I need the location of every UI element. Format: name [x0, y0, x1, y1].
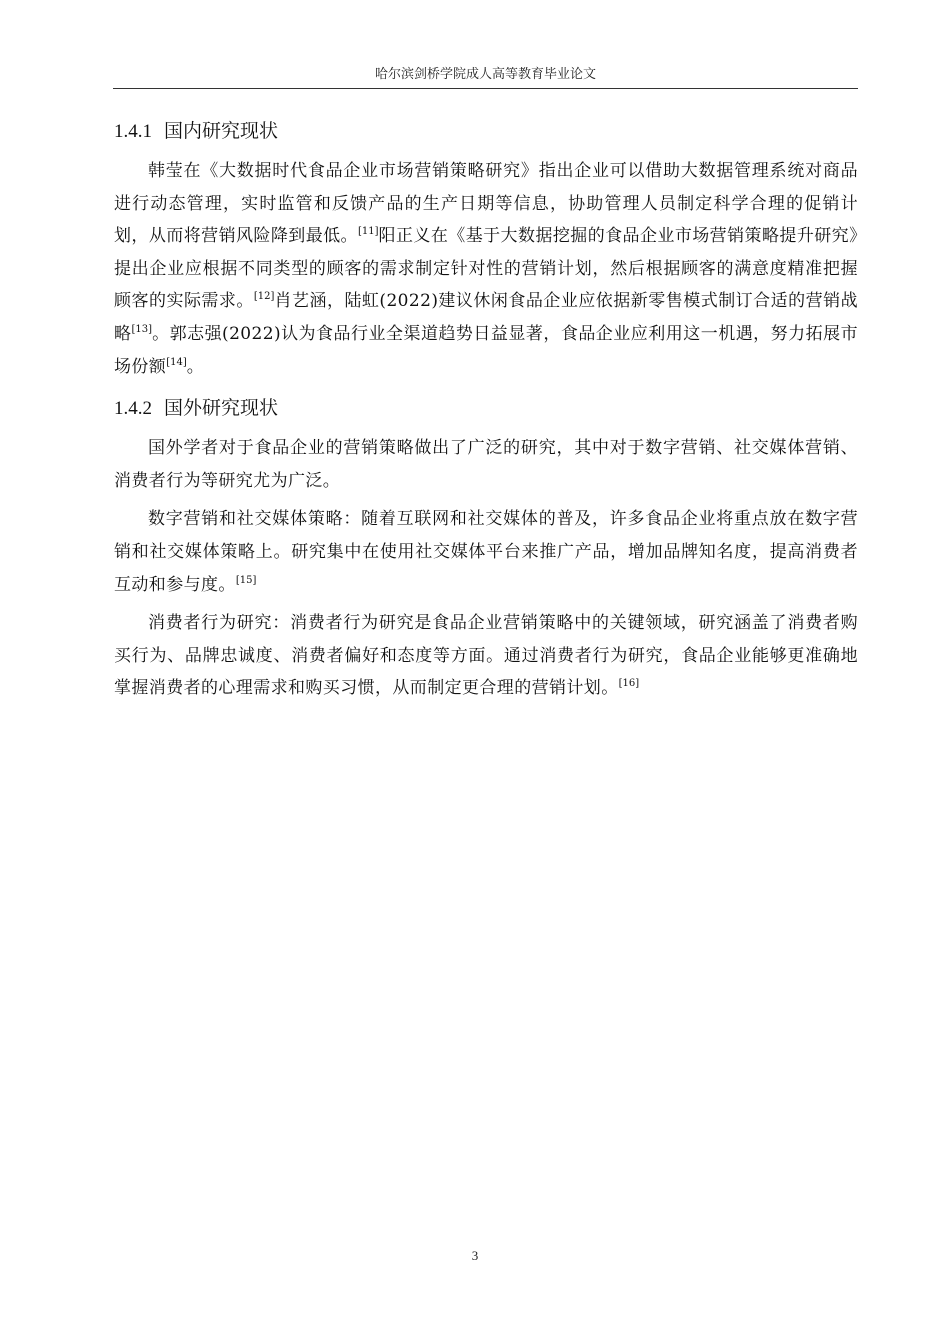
paragraph-text: 消费者行为研究：消费者行为研究是食品企业营销策略中的关键领域，研究涵盖了消费者购买行为、品牌忠诚度、消费者偏好和态度等方面。通过消费者行为研究，食品企业能够更准确地掌握消费者的心理需求和购买习惯，从而制定更合理的营销计划。 [114, 613, 858, 699]
citation-ref: [16] [618, 678, 640, 690]
page-number: 3 [471, 1248, 479, 1263]
paragraph-text: 韩莹在《大数据时代食品企业市场营销策略研究》指出企业可以借助大数据管理系统对商品进行动态管理，实时监管和反馈产品的生产日期等信息，协助管理人员制定科学合理的促销计划，从而将营销风险降到最低。 [114, 161, 858, 247]
citation-ref: [12] [253, 291, 275, 303]
section-heading-foreign [114, 395, 858, 422]
citation-ref: [11] [358, 226, 379, 238]
header-rule [113, 88, 858, 89]
section-number: 1.4.2 [114, 398, 152, 420]
paragraph [114, 503, 858, 601]
paragraph-text: 阳正义在《基于大数据挖掘的食品企业市场营销策略提升研究》提出企业应根据不同类型的顾客的需求制定针对性的营销计划，然后根据顾客的满意度精准把握顾客的实际需求。 [114, 226, 859, 312]
section-number: 1.4.1 [114, 121, 152, 142]
paragraph-text: 数字营销和社交媒体策略：随着互联网和社交媒体的普及，许多食品企业将重点放在数字营销和社交媒体策略上。研究集中在使用社交媒体平台来推广产品，增加品牌知名度，提高消费者互动和参与度。 [114, 509, 858, 595]
paragraph-text: 国外学者对于食品企业的营销策略做出了广泛的研究，其中对于数字营销、社交媒体营销、消费者行为等研究尤为广泛。 [114, 438, 858, 491]
paragraph [114, 432, 858, 497]
citation-ref: [14] [166, 356, 187, 368]
citation-ref: [15] [235, 574, 257, 586]
section-heading-domestic [114, 118, 858, 145]
paragraph-text: 肖艺涵，陆虹(2022)建议休闲食品企业应依据新零售模式制订合适的营销战略 [114, 291, 858, 344]
paragraph-text: 。郭志强(2022)认为食品行业全渠道趋势日益显著，食品企业应利用这一机遇，努力拓展市场份额 [114, 323, 859, 377]
running-header: 哈尔滨剑桥学院成人高等教育毕业论文 [374, 67, 596, 82]
paragraph-text: 。 [186, 356, 205, 377]
citation-ref: [13] [131, 323, 153, 335]
paragraph [114, 155, 858, 383]
paragraph [114, 607, 858, 705]
section-title: 国外研究现状 [164, 397, 279, 420]
page-body [114, 118, 858, 711]
section-title: 国内研究现状 [164, 120, 279, 142]
